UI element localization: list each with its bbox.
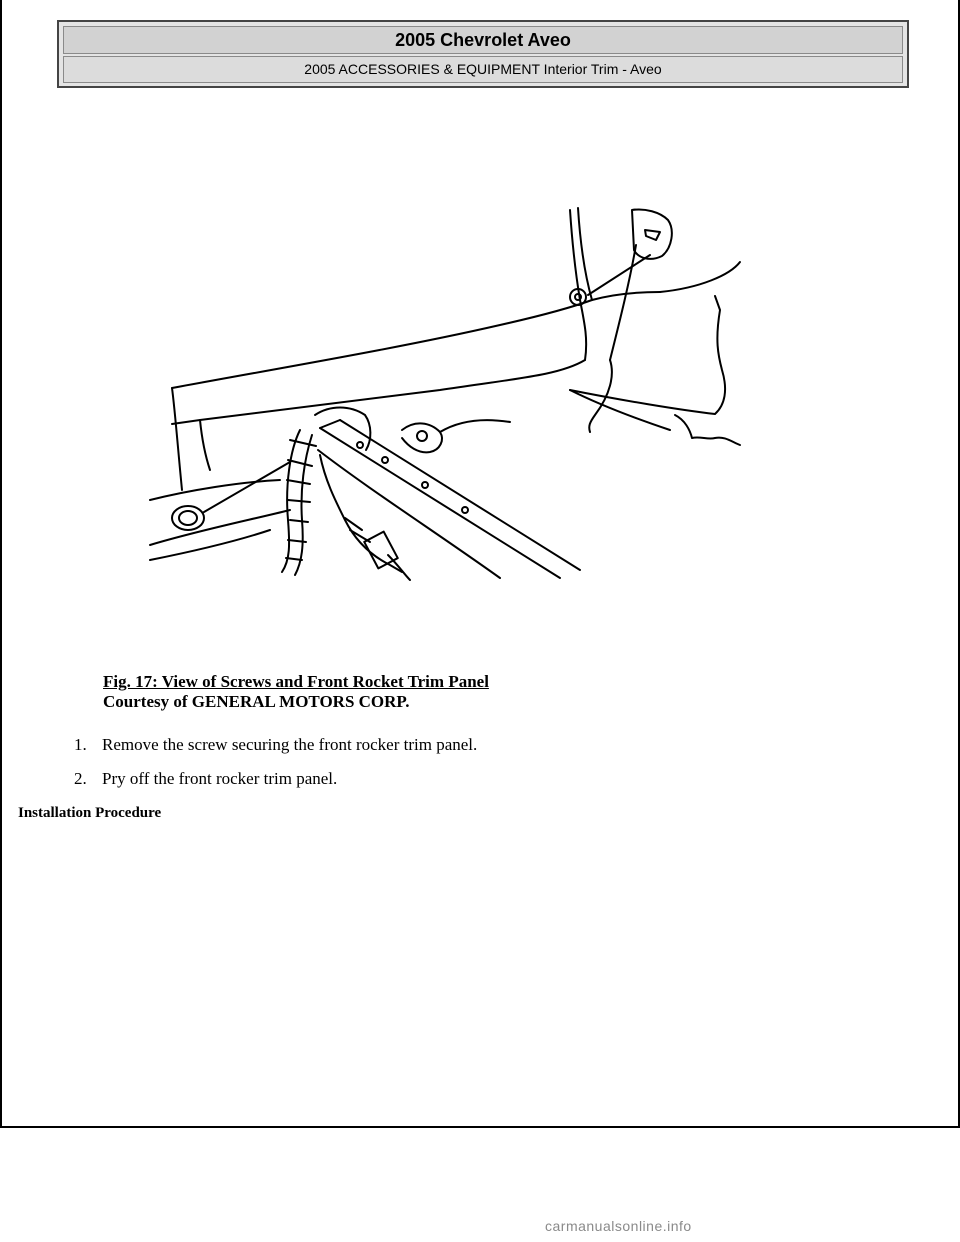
page-border-left bbox=[0, 0, 2, 1128]
header-subtitle: 2005 ACCESSORIES & EQUIPMENT Interior Trim - Aveo bbox=[63, 56, 903, 83]
figure-caption-title: Fig. 17: View of Screws and Front Rocket Trim Panel bbox=[103, 672, 489, 691]
procedure-steps bbox=[74, 735, 477, 803]
step-number: 2. bbox=[74, 769, 87, 788]
step-text: Pry off the front rocker trim panel. bbox=[102, 769, 338, 788]
step-number: 1. bbox=[74, 735, 87, 754]
rocker-trim-panel-illustration bbox=[140, 200, 750, 590]
watermark: carmanualsonline.info bbox=[545, 1218, 692, 1234]
figure-caption-credit: Courtesy of GENERAL MOTORS CORP. bbox=[103, 692, 410, 711]
document-header bbox=[57, 20, 909, 88]
procedure-step bbox=[74, 735, 477, 755]
header-title: 2005 Chevrolet Aveo bbox=[63, 26, 903, 54]
step-text: Remove the screw securing the front rocker trim panel. bbox=[102, 735, 478, 754]
page-border-bottom bbox=[0, 1126, 960, 1128]
section-heading-installation: Installation Procedure bbox=[18, 805, 162, 821]
procedure-step bbox=[74, 769, 477, 789]
figure-caption bbox=[103, 672, 489, 712]
